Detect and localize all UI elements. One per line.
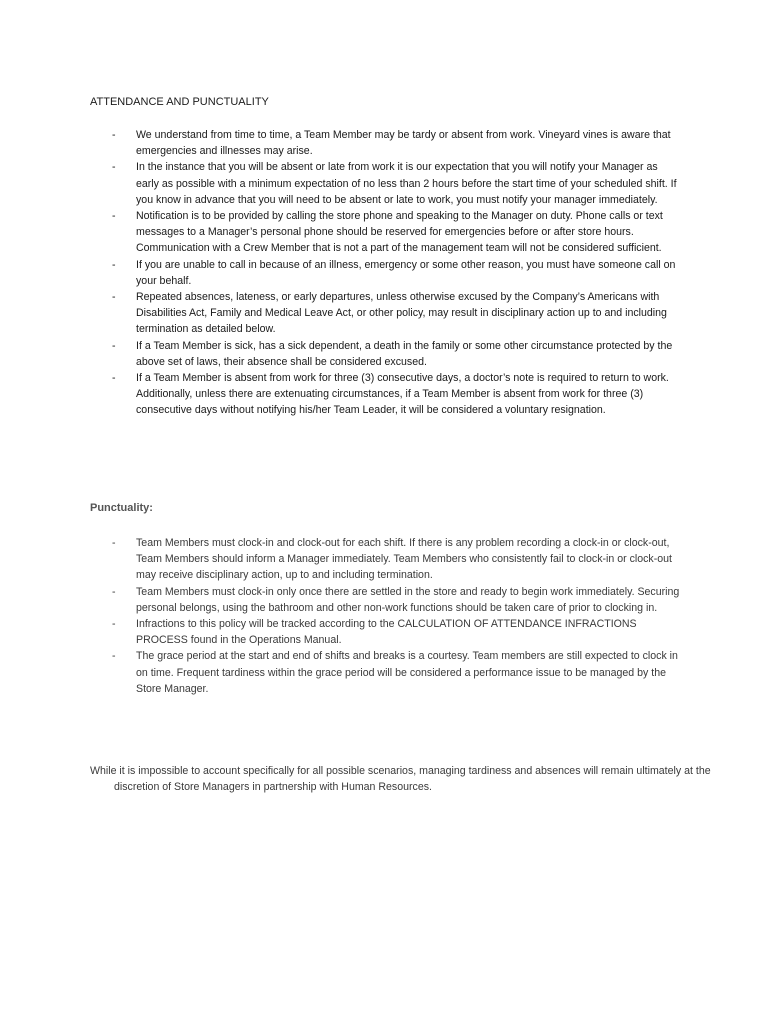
list-item-text: Team Members must clock-in only once there are settled in the store and ready to begin work immediately. Securing personal belongs, using the bathroom and other non-work functions should be taken care of prior to clocking in.: [136, 585, 680, 614]
bullet-dash: -: [112, 210, 116, 223]
bullet-dash: -: [112, 339, 116, 352]
list-item: [90, 616, 682, 648]
bullet-dash: -: [112, 585, 116, 598]
bullet-dash: -: [112, 618, 116, 631]
bullet-dash: -: [112, 291, 116, 304]
list-item: [90, 289, 682, 338]
list-item: [90, 535, 682, 584]
list-item-text: Repeated absences, lateness, or early departures, unless otherwise excused by the Company’s Americans with Disabilities Act, Family and Medical Leave Act, or other policy, may result in disciplinary action up to and including termination as detailed below.: [136, 291, 667, 336]
list-item-text: Team Members must clock-in and clock-out for each shift. If there is any problem recording a clock-in or clock-out, Team Members should inform a Manager immediately. Team Members who consistently fail to clock-in or clock-out may receive disciplinary action, up to and including termination.: [136, 537, 672, 582]
list-item-text: The grace period at the start and end of shifts and breaks is a courtesy. Team members are still expected to clock in on time. Frequent tardiness within the grace period will be considered a performance issue to be managed by the Store Manager.: [136, 650, 678, 695]
list-item-text: If a Team Member is absent from work for three (3) consecutive days, a doctor’s note is required to return to work. Additionally, unless there are extenuating circumstances, if a Team Member is absent from work for three (3) consecutive days without notifying his/her Team Leader, it will be considered a voluntary resignation.: [136, 372, 669, 417]
list-item: [90, 159, 682, 208]
list-item: [90, 338, 682, 370]
document-title: ATTENDANCE AND PUNCTUALITY: [90, 96, 269, 108]
bullet-dash: -: [112, 258, 116, 271]
punctuality-heading: Punctuality:: [90, 502, 153, 514]
list-item: [90, 127, 682, 159]
closing-paragraph: While it is impossible to account specifically for all possible scenarios, managing tardiness and absences will remain ultimately at the discretion of Store Managers in partnership with Human Resources.: [90, 765, 711, 794]
list-item: [90, 208, 682, 257]
list-item: [90, 584, 682, 616]
list-item-text: Infractions to this policy will be tracked according to the CALCULATION OF ATTENDANCE INFRACTIONS PROCESS found in the Operations Manual.: [136, 618, 637, 647]
list-item: [90, 648, 682, 697]
bullet-dash: -: [112, 129, 116, 141]
list-item: [90, 257, 682, 289]
bullet-dash: -: [112, 650, 116, 663]
attendance-list: [90, 127, 682, 419]
bullet-dash: -: [112, 161, 116, 174]
list-item-text: If a Team Member is sick, has a sick dependent, a death in the family or some other circumstance protected by the above set of laws, their absence shall be considered excused.: [136, 339, 673, 368]
list-item-text: Notification is to be provided by calling the store phone and speaking to the Manager on duty. Phone calls or text messages to a Manager’s personal phone should be reserved for emergencies before or after store hours. Communication with a Crew Member that is not a part of the management team will not be considered sufficient.: [136, 210, 663, 255]
bullet-dash: -: [112, 372, 116, 385]
bullet-dash: -: [112, 537, 116, 549]
list-item-text: If you are unable to call in because of an illness, emergency or some other reason, you must have someone call on your behalf.: [136, 258, 676, 287]
list-item: [90, 370, 682, 419]
punctuality-list: [90, 535, 682, 697]
list-item-text: We understand from time to time, a Team Member may be tardy or absent from work. Vineyard vines is aware that emergencies and illnesses may arise.: [136, 129, 671, 158]
list-item-text: In the instance that you will be absent or late from work it is our expectation that you will notify your Manager as early as possible with a minimum expectation of no less than 2 hours before the start time of your scheduled shift. If you know in advance that you will need to be absent or late to work, you must notify your manager immediately.: [136, 161, 677, 206]
